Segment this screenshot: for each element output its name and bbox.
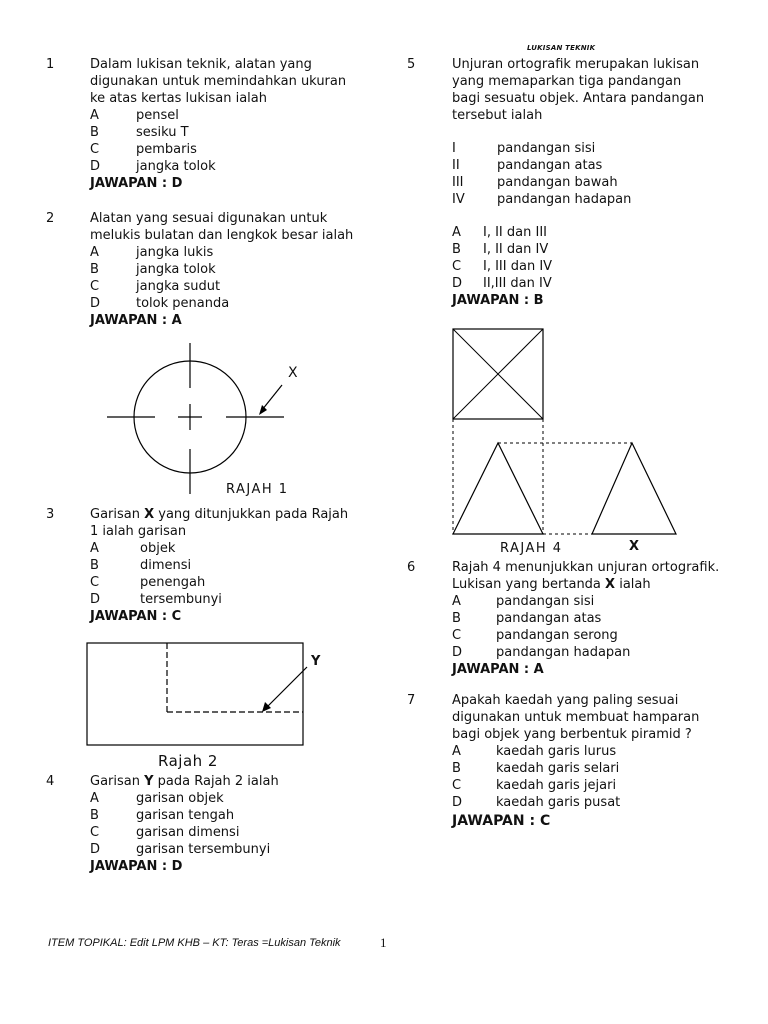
question-text-line: Garisan X yang ditunjukkan pada Rajah [90, 507, 349, 522]
pointer-arrow-head [262, 702, 271, 712]
answer: JAWAPAN : A [90, 313, 182, 328]
answer: JAWAPAN : C [452, 813, 551, 829]
plan-diagonal-1 [453, 329, 543, 419]
front-view-triangle [453, 443, 543, 534]
question-text-line: Unjuran ortografik merupakan lukisan [452, 57, 700, 72]
question-number: 4 [46, 774, 55, 789]
question-text-line: Rajah 4 menunjukkan unjuran ortografik. [452, 560, 720, 575]
question-text-line: yang memaparkan tiga pandangan [452, 74, 682, 89]
question-number: 7 [407, 693, 416, 708]
page-number: 1 [380, 935, 387, 950]
side-view-triangle-x [592, 443, 676, 534]
question-6: 6 Rajah 4 menunjukkan unjuran ortografik. Lukisan yang bertanda X ialah A pandangan sisi B pandangan atas C pandangan serong D pandangan hadapan JAWAPAN : A [407, 560, 720, 677]
figure-caption: Rajah 2 [158, 752, 218, 770]
question-text-line: bagi sesuatu objek. Antara pandangan [452, 91, 705, 106]
rectangle-outline [87, 643, 303, 745]
question-text-line: bagi objek yang berbentuk piramid ? [452, 727, 692, 742]
question-text-line: Alatan yang sesuai digunakan untuk [90, 211, 328, 226]
question-number: 6 [407, 560, 416, 575]
question-1: 1 Dalam lukisan teknik, alatan yang digunakan untuk memindahkan ukuran ke atas kertas lukisan ialah A pensel B sesiku T C pembaris D jangka tolok JAWAPAN : D [46, 57, 347, 191]
answer: JAWAPAN : C [90, 609, 182, 624]
question-text-line: digunakan untuk memindahkan ukuran [90, 74, 347, 89]
plan-diagonal-2 [453, 329, 543, 419]
question-text-line: tersebut ialah [452, 108, 543, 123]
figure-caption: RAJAH 1 [226, 482, 289, 497]
marker-x: X [288, 365, 299, 381]
question-text-line: melukis bulatan dan lengkok besar ialah [90, 228, 354, 243]
figure-caption: RAJAH 4 [500, 541, 563, 556]
question-5: 5 Unjuran ortografik merupakan lukisan yang memaparkan tiga pandangan bagi sesuatu objek. Antara pandangan tersebut ialah I pandangan sisi II pandangan atas III pandangan bawah IV pandangan hadapan A I, II dan III B I, II dan IV C I, III dan IV D II,III dan IV JAWAPAN : B [407, 57, 705, 308]
question-2: 2 Alatan yang sesuai digunakan untuk melukis bulatan dan lengkok besar ialah A jangka lukis B jangka tolok C jangka sudut D tolok penanda JAWAPAN : A [46, 211, 354, 328]
answer: JAWAPAN : D [90, 859, 183, 874]
marker-y: Y [311, 654, 322, 669]
plan-view-square [453, 329, 543, 419]
pointer-arrow-line [266, 667, 307, 708]
page-footer: ITEM TOPIKAL: Edit LPM KHB – KT: Teras =Lukisan Teknik [48, 937, 341, 949]
marker-x: X [629, 539, 641, 554]
pointer-arrow-line [262, 385, 282, 410]
question-text-line: Apakah kaedah yang paling sesuai [452, 693, 679, 708]
question-number: 1 [46, 57, 55, 72]
question-number: 5 [407, 57, 416, 72]
question-number: 3 [46, 507, 55, 522]
question-text-line: Garisan Y pada Rajah 2 ialah [90, 774, 279, 789]
page-header: LUKISAN TEKNIK [527, 44, 596, 52]
question-7: 7 Apakah kaedah yang paling sesuai digunakan untuk membuat hamparan bagi objek yang berbentuk piramid ? A kaedah garis lurus B kaedah garis selari C kaedah garis jejari D kaedah garis pusat JAWAPAN : C [407, 693, 700, 829]
answer: JAWAPAN : A [452, 662, 544, 677]
question-text-line: Dalam lukisan teknik, alatan yang [90, 57, 312, 72]
question-number: 2 [46, 211, 55, 226]
question-text-line: digunakan untuk membuat hamparan [452, 710, 700, 725]
question-3: 3 Garisan X yang ditunjukkan pada Rajah 1 ialah garisan A objek B dimensi C penengah D tersembunyi JAWAPAN : C [46, 507, 349, 624]
question-text-line: Lukisan yang bertanda X ialah [452, 577, 651, 592]
question-text-line: ke atas kertas lukisan ialah [90, 91, 268, 106]
question-text-line: 1 ialah garisan [90, 524, 187, 539]
question-4: 4 Garisan Y pada Rajah 2 ialah A garisan objek B garisan tengah C garisan dimensi D garisan tersembunyi JAWAPAN : D [46, 774, 279, 874]
answer: JAWAPAN : B [452, 293, 544, 308]
answer: JAWAPAN : D [90, 176, 183, 191]
circle-shape [134, 361, 246, 473]
pointer-arrow-head [259, 405, 267, 415]
